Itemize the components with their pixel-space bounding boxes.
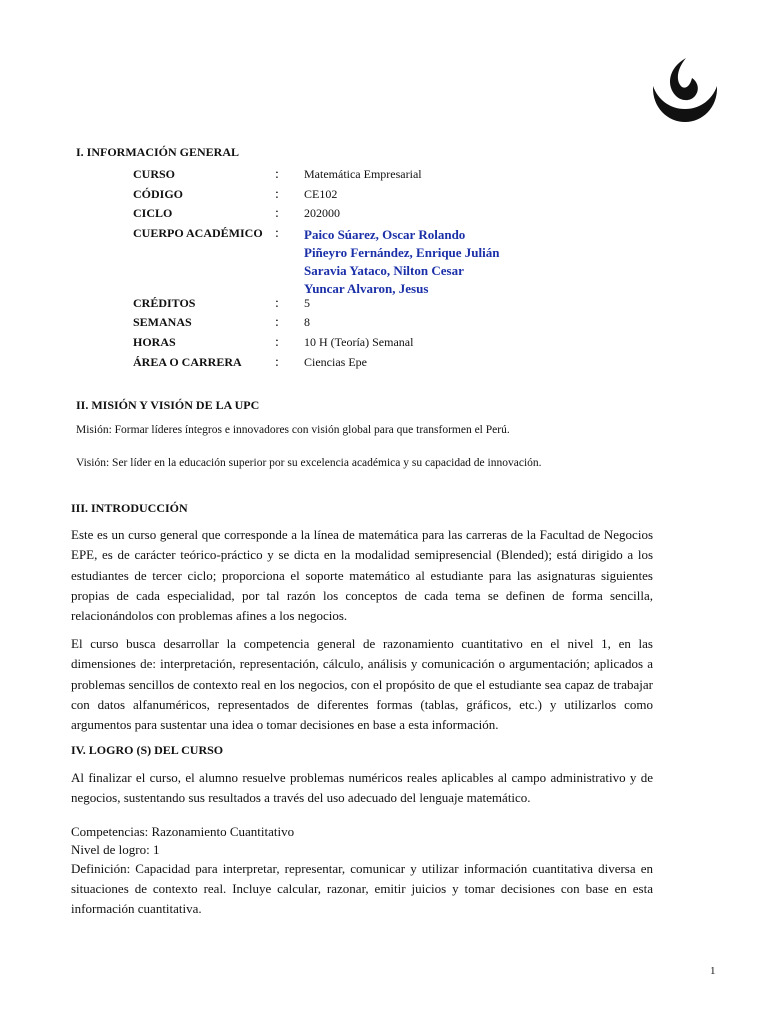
colon: : — [275, 296, 279, 311]
nivel-logro-text: Nivel de logro: 1 — [71, 842, 160, 857]
colon: : — [275, 226, 279, 241]
label-ciclo: CICLO — [133, 206, 173, 220]
value-semanas: 8 — [304, 315, 310, 329]
section-3-title: III. INTRODUCCIÓN — [71, 501, 188, 515]
intro-paragraph-2: El curso busca desarrollar la competencia general de razonamiento cuantitativo en el nivel 1, en las dimensiones de: interpretación, representación, cálculo, análisis y comunicación o argumentación; aplicados a problemas sencillos de contexto real en los negocios, con el propósito de que el estudiante sea capaz de trabajar con datos alfanuméricos, representados de diferentes formas (tablas, gráficos, etc.) y utilizarlos como argumentos para sustentar una idea o tomar decisiones en base a esta información. — [71, 636, 653, 733]
colon: : — [275, 355, 279, 370]
value-horas: 10 H (Teoría) Semanal — [304, 335, 414, 349]
section-2-title: II. MISIÓN Y VISIÓN DE LA UPC — [76, 398, 260, 412]
label-cuerpo-academico: CUERPO ACADÉMICO — [133, 226, 263, 240]
vision-text: Visión: Ser líder en la educación superior por su excelencia académica y su capacidad de innovación. — [76, 457, 542, 469]
professor-name: Saravia Yataco, Nilton Cesar — [304, 263, 464, 278]
section-1-title: I. INFORMACIÓN GENERAL — [76, 145, 240, 159]
value-codigo: CE102 — [304, 187, 338, 201]
colon: : — [275, 206, 279, 221]
colon: : — [275, 315, 279, 330]
professor-name: Yuncar Alvaron, Jesus — [304, 281, 429, 296]
value-ciclo: 202000 — [304, 206, 340, 220]
competencias-text: Competencias: Razonamiento Cuantitativo — [71, 824, 295, 839]
colon: : — [275, 187, 279, 202]
label-creditos: CRÉDITOS — [133, 296, 196, 310]
professor-name: Piñeyro Fernández, Enrique Julián — [304, 245, 500, 260]
professor-list — [304, 226, 500, 298]
label-curso: CURSO — [133, 167, 176, 181]
label-codigo: CÓDIGO — [133, 187, 184, 201]
upc-flame-logo — [650, 56, 720, 124]
value-creditos: 5 — [304, 296, 310, 310]
definicion-text: Definición: Capacidad para interpretar, representar, comunicar y utilizar información cuantitativa diversa en situaciones de contexto real. Incluye calcular, razonar, emitir juicios y tomar decisiones con base en esta información cuantitativa. — [71, 861, 653, 916]
value-curso: Matemática Empresarial — [304, 167, 422, 181]
logro-paragraph: Al finalizar el curso, el alumno resuelve problemas numéricos reales aplicables al campo administrativo y de negocios, sustentando sus resultados a través del uso adecuado del lenguaje matemático. — [71, 770, 653, 806]
mision-text: Misión: Formar líderes íntegros e innovadores con visión global para que transformen el Perú. — [76, 424, 510, 436]
colon: : — [275, 335, 279, 350]
colon: : — [275, 167, 279, 182]
section-4-title: IV. LOGRO (S) DEL CURSO — [71, 743, 224, 757]
page-number: 1 — [710, 965, 716, 977]
label-area-carrera: ÁREA O CARRERA — [133, 355, 242, 369]
professor-name: Paico Súarez, Oscar Rolando — [304, 227, 466, 242]
label-horas: HORAS — [133, 335, 176, 349]
value-area-carrera: Ciencias Epe — [304, 355, 367, 369]
intro-paragraph-1: Este es un curso general que corresponde a la línea de matemática para las carreras de la Facultad de Negocios EPE, es de carácter teórico-práctico y se dicta en la modalidad semipresencial (Blended); está dirigido a los estudiantes de tercer ciclo; proporciona el soporte matemático al estudiante para las asignaturas siguientes propias de cada especialidad, por tal razón los conceptos de cada tema se definen de forma sencilla, relacionándolos con problemas afines a los negocios. — [71, 527, 653, 624]
label-semanas: SEMANAS — [133, 315, 192, 329]
